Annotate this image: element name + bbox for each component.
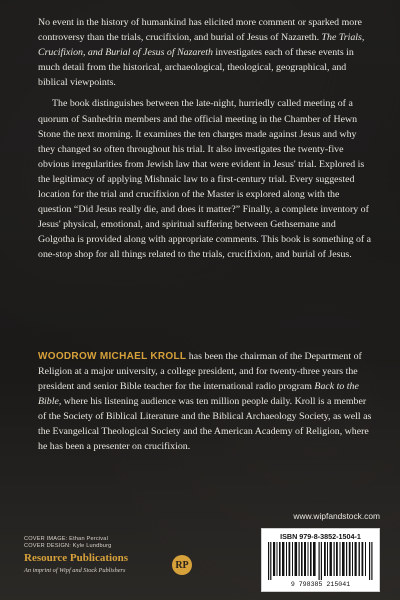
author-bio <box>38 349 374 454</box>
barcode-number: 9 798385 215041 <box>290 581 351 588</box>
cover-credits <box>24 536 111 550</box>
isbn-barcode <box>261 528 380 592</box>
barcode-icon <box>268 542 373 580</box>
author-name: WOODROW MICHAEL KROLL <box>38 351 187 362</box>
bio-part-b: , where his listening audience was ten million people daily. Kroll is a member of the Society of Biblical Literature and the Biblical Archaeology Society, as well as the Evangelical Theological Society and the American Academy of Religion, where he has been a presenter on crucifixion. <box>38 396 372 452</box>
publisher-website: www.wipfandstock.com <box>293 511 380 521</box>
book-title-italic: The Trials, Crucifixion, and Burial of Jesus of Nazareth <box>38 32 365 59</box>
blurb-p1-part-b: investigates each of these events in much detail from the historical, archaeological, theological, geographical, and biblical viewpoints. <box>38 47 354 89</box>
publisher-name: Resource Publications <box>24 552 128 564</box>
cover-image-credit: COVER IMAGE: Ethan Percival <box>24 536 109 542</box>
isbn-label: ISBN 979-8-3852-1504-1 <box>280 532 361 541</box>
publisher-logo-icon: RP <box>172 555 192 575</box>
publisher-imprint: An imprint of Wipf and Stock Publishers <box>24 567 126 574</box>
book-blurb <box>38 15 374 263</box>
blurb-p1-part-a: No event in the history of humankind has elicited more comment or sparked more controversy than the trials, crucifixion, and burial of Jesus of Nazareth. <box>38 17 362 44</box>
radio-program-title: Back to the Bible <box>38 381 359 407</box>
blurb-paragraph-2: The book distinguishes between the late-night, hurriedly called meeting of a quorum of Sanhedrin members and the official meeting in the Chamber of Hewn Stone the next morning. It examines the ten charges made against Jesus and why they changed so often throughout his trial. It also investigates the twenty-five obvious irregularities from Jewish law that were evident in Jesus' trial. Explored is the legitimacy of applying Mishnaic law to a first-century trial. Every suggested location for the trial and crucifixion of the Master is explored along with the question “Did Jesus really die, and does it matter?” Finally, a complete inventory of Jesus' physical, emotional, and spiritual suffering between Gethsemane and Golgotha is provided along with appropriate comments. This book is something of a one-stop shop for all things related to the trials, crucifixion, and burial of Jesus. <box>38 98 372 261</box>
blurb-paragraph-1 <box>38 15 374 90</box>
bio-part-a: has been the chairman of the Department of Religion at a major university, a college president, and for twenty-three years the president and senior Bible teacher for the international radio program <box>38 351 362 392</box>
cover-design-credit: COVER DESIGN: Kyle Lundburg <box>24 543 112 549</box>
